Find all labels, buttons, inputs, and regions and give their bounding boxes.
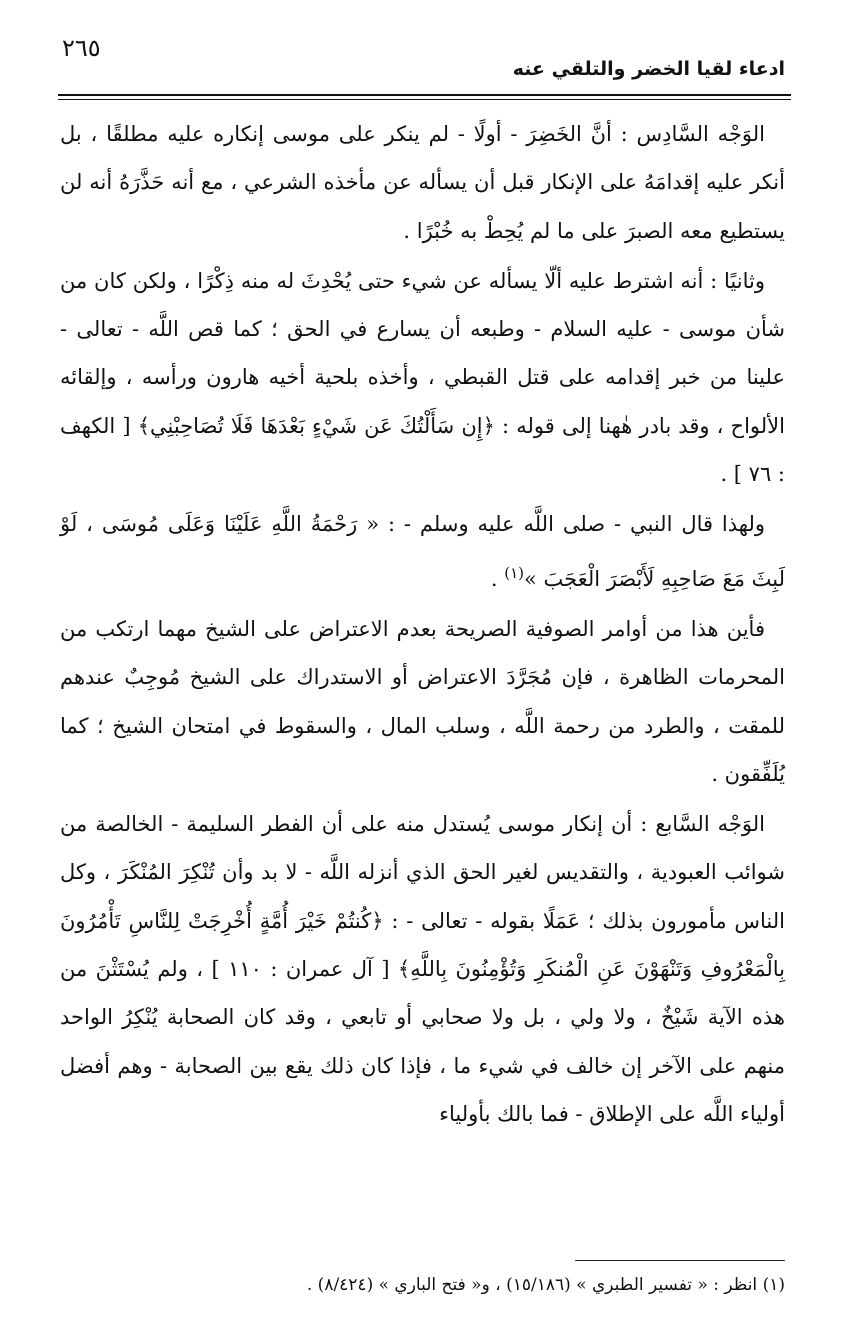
section-lead: الوَجْه السَّابع (655, 812, 765, 837)
paragraph-tail: . (490, 566, 505, 591)
paragraph-text: ولهذا قال النبي - صلى اللَّه عليه وسلم - : « رَحْمَةُ اللَّهِ عَلَيْنَا وَعَلَى مُوسَى ، لَوْ لَبِثَ مَعَ صَاحِبِهِ لَأَبْصَرَ الْعَجَبَ » (60, 512, 785, 591)
footnote-rule (575, 1260, 785, 1261)
paragraph-text: وثانيًا : أنه اشترط عليه ألّا يسأله عن شيء حتى يُحْدِثَ له منه ذِكْرًا ، ولكن كان من شأن موسى - عليه السلام - وطبعه أن يسارع في الحق ؛ كما قص اللَّه - تعالى - علينا من خبر إقدامه على قتل القبطي ، وأخذه بلحية أخيه هارون ورأسه ، وإلقائه الألواح ، وقد بادر هٰهنا إلى قوله : ﴿إِن سَأَلْتُكَ عَن شَيْءٍ بَعْدَهَا فَلَا تُصَاحِبْنِي﴾ [ الكهف : ٧٦ ] . (60, 268, 785, 487)
running-title: ادعاء لقيا الخضر والتلقي عنه (512, 58, 785, 80)
main-text (60, 110, 785, 1138)
paragraph-text: فأين هذا من أوامر الصوفية الصريحة بعدم الاعتراض على الشيخ مهما ارتكب من المحرمات الظاهرة ، فإن مُجَرَّدَ الاعتراض أو الاستدراك على الشيخ مُوجِبٌ عندهم للمقت ، والطرد من رحمة اللَّه ، وسلب المال ، والسقوط في امتحان الشيخ ؛ كما يُلَفِّقون . (60, 616, 785, 786)
section-lead: الوَجْه السَّادِس (636, 122, 765, 146)
paragraph-sufi-orders (60, 605, 785, 798)
paragraph-secondly (60, 257, 785, 498)
page-number: ٢٦٥ (62, 34, 101, 62)
paragraph-hadith (60, 500, 785, 603)
footnote (60, 1272, 785, 1298)
header-rule (58, 94, 791, 96)
footnote-reference: (١) (504, 563, 525, 582)
paragraph-seventh-aspect (60, 800, 785, 1138)
paragraph-text: : أن إنكار موسى يُستدل منه على أن الفطر السليمة - الخالصة من شوائب العبودية ، والتقديس لغير الحق الذي أنزله اللَّه - لا بد وأن تُنْكِرَ المُنْكَرَ ، وكل الناس مأمورون بذلك ؛ عَمَلًا بقوله - تعالى - : ﴿كُنتُمْ خَيْرَ أُمَّةٍ أُخْرِجَتْ لِلنَّاسِ تَأْمُرُونَ بِالْمَعْرُوفِ وَتَنْهَوْنَ عَنِ الْمُنكَرِ وَتُؤْمِنُونَ بِاللَّهِ﴾ [ آل عمران : ١١٠ ] ، ولم يُسْتَثْنَ من هذه الآية شَيْخٌ ، ولا ولي ، بل ولا صحابي أو تابعي ، وقد كان الصحابة يُنْكِرُ الواحد منهم على الآخر إن خالف في شيء ما ، فإذا كان ذلك يقع بين الصحابة - وهم أفضل أولياء اللَّه على الإطلاق - فما بالك بأولياء (60, 812, 785, 1126)
footnote-text: انظر : « تفسير الطبري » (١٥/١٨٦) ، و« فتح الباري » (٨/٤٢٤) . (306, 1275, 763, 1295)
header-rule-thin (58, 99, 791, 100)
paragraph-sixth-aspect (60, 110, 785, 255)
paragraph-text: : أنَّ الخَضِرَ - أولًا - لم ينكر على موسى إنكاره عليه مطلقًا ، بل أنكر عليه إقدامَهُ على الإنكار قبل أن يسأله عن مأخذه الشرعي ، مع أنه حَذَّرَهُ أنه لن يستطيع معه الصبرَ على ما لم يُحِطْ به خُبْرًا . (60, 122, 785, 243)
footnote-marker: (١) (762, 1275, 785, 1295)
